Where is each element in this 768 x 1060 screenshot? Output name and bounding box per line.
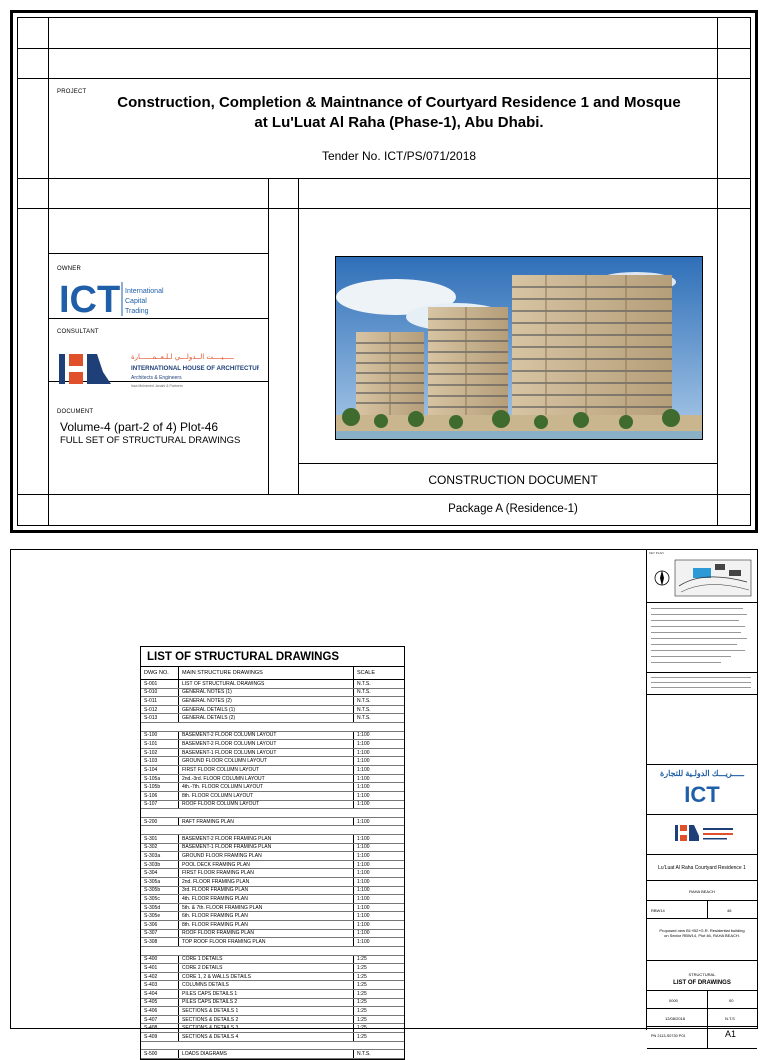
header-scale: SCALE xyxy=(357,670,376,676)
drawing-name-cell: 8th. FLOOR COLUMN LAYOUT xyxy=(179,792,354,800)
scale-cell: N.T.S. xyxy=(357,689,371,696)
dwg-no-cell: S-106 xyxy=(141,792,179,800)
dwg-no-cell: S-402 xyxy=(141,973,179,981)
drawing-name-cell: 6th. FLOOR FRAMING PLAN xyxy=(179,912,354,920)
table-row xyxy=(141,740,404,749)
scale-cell: 1:100 xyxy=(357,896,370,903)
drawing-name-cell: PILES CAPS DETAILS 1 xyxy=(179,990,354,998)
drawing-name-cell: SECTIONS & DETAILS 4 xyxy=(179,1033,354,1041)
scale-cell: 1:100 xyxy=(357,939,370,946)
table-row xyxy=(141,930,404,939)
dwg-no-cell: S-301 xyxy=(141,835,179,843)
ict-logo xyxy=(59,278,179,322)
table-row xyxy=(141,990,404,999)
tender-number: Tender No. ICT/PS/071/2018 xyxy=(321,149,477,163)
title-block-drawing-type: STRUCTURAL xyxy=(688,972,716,977)
table-row xyxy=(141,852,404,861)
drawing-name-cell: ROOF FLOOR FRAMING PLAN xyxy=(179,930,354,938)
scale-cell: 1:100 xyxy=(357,913,370,920)
scale-cell: 1:100 xyxy=(357,878,370,885)
title-block-ict-logo: ICT xyxy=(684,782,720,807)
dwg-no-cell: S-010 xyxy=(141,689,179,697)
table-row xyxy=(141,1024,404,1033)
drawing-name-cell: RAFT FRAMING PLAN xyxy=(179,818,354,826)
drawing-name-cell: 8th. FLOOR FRAMING PLAN xyxy=(179,921,354,929)
dwg-no-cell: S-303b xyxy=(141,861,179,869)
drawing-name-cell: BASEMENT-1 FLOOR COLUMN LAYOUT xyxy=(179,749,354,757)
dwg-no-cell: S-103 xyxy=(141,757,179,765)
dwg-no-cell: S-305e xyxy=(141,912,179,920)
drawing-name-cell: TOP ROOF FLOOR FRAMING PLAN xyxy=(179,938,354,946)
drawing-no-box xyxy=(647,1026,757,1049)
table-row xyxy=(141,1007,404,1016)
table-row xyxy=(141,1016,404,1025)
drawing-list-title: LIST OF STRUCTURAL DRAWINGS xyxy=(141,647,404,667)
dwg-no-cell: S-307 xyxy=(141,930,179,938)
table-row xyxy=(141,749,404,758)
consultant-logo-box xyxy=(647,814,757,855)
title-block-scale: N.T.S xyxy=(725,1016,735,1021)
blank-box xyxy=(647,694,757,765)
scale-cell: 1:100 xyxy=(357,887,370,894)
description-box xyxy=(647,918,757,961)
svg-text:Issa Mohamed Janahi & Partners: Issa Mohamed Janahi & Partners xyxy=(131,384,183,388)
dwg-no-cell: S-012 xyxy=(141,706,179,714)
table-row xyxy=(141,861,404,870)
scale-cell: 1:100 xyxy=(357,904,370,911)
svg-text:Capital: Capital xyxy=(125,298,147,305)
dwg-no-cell: S-001 xyxy=(141,680,179,688)
scale-cell: 1:25 xyxy=(357,956,367,963)
table-row xyxy=(141,775,404,784)
dwg-no-cell: S-105a xyxy=(141,775,179,783)
svg-text:Architects & Engineers: Architects & Engineers xyxy=(131,375,182,381)
dwg-no-cell: S-409 xyxy=(141,1033,179,1041)
table-row xyxy=(141,706,404,715)
scale-cell: 1:100 xyxy=(357,921,370,928)
scale-cell: 1:100 xyxy=(357,818,370,825)
drawing-name-cell: BASEMENT-2 FLOOR FRAMING PLAN xyxy=(179,835,354,843)
dwg-no-cell: S-013 xyxy=(141,714,179,722)
project-label: PROJECT xyxy=(57,89,87,95)
table-row xyxy=(141,999,404,1008)
drawing-name-cell: SECTIONS & DETAILS 1 xyxy=(179,1007,354,1015)
drawing-name-cell: GENERAL DETAILS (1) xyxy=(179,706,354,714)
drawing-name-cell: PILES CAPS DETAILS 2 xyxy=(179,999,354,1007)
scale-cell: 1:100 xyxy=(357,801,370,808)
drawing-name-cell: FIRST FLOOR COLUMN LAYOUT xyxy=(179,766,354,774)
project-title xyxy=(49,93,749,133)
scale-cell: 1:25 xyxy=(357,990,367,997)
table-row xyxy=(141,973,404,982)
building-rendering-image xyxy=(335,256,703,440)
title-block-scale-right: 00 xyxy=(729,998,734,1003)
title-block-project-name: Lu'Luat Al Raha Courtyard Residence 1 xyxy=(658,865,746,871)
table-spacer-row xyxy=(141,826,404,835)
table-row xyxy=(141,714,404,723)
drawing-name-cell: BASEMENT-2 FLOOR COLUMN LAYOUT xyxy=(179,740,354,748)
drawing-name-cell: ROOF FLOOR COLUMN LAYOUT xyxy=(179,801,354,809)
project-title-line1: Construction, Completion & Maintnance of Courtyard Residence 1 and Mosque xyxy=(117,94,681,111)
table-row xyxy=(141,912,404,921)
dwg-no-cell: S-500 xyxy=(141,1050,179,1058)
dwg-no-cell: S-305c xyxy=(141,895,179,903)
dwg-no-cell: S-101 xyxy=(141,740,179,748)
table-row xyxy=(141,818,404,827)
header-drawing-name: MAIN STRUCTURE DRAWINGS xyxy=(179,667,354,679)
dwg-no-cell: S-403 xyxy=(141,981,179,989)
title-block-iha-logo xyxy=(675,822,735,846)
table-row xyxy=(141,766,404,775)
drawing-name-cell: COLUMNS DETAILS xyxy=(179,981,354,989)
table-spacer-row xyxy=(141,723,404,732)
scale-cell: 1:25 xyxy=(357,964,367,971)
table-row xyxy=(141,869,404,878)
drawing-name-cell: 4th. FLOOR FRAMING PLAN xyxy=(179,895,354,903)
scale-cell: N.T.S. xyxy=(357,706,371,713)
dwg-no-cell: S-305b xyxy=(141,887,179,895)
dwg-no-cell: S-400 xyxy=(141,956,179,964)
table-row xyxy=(141,904,404,913)
project-title-line2: at Lu'Luat Al Raha (Phase-1), Abu Dhabi. xyxy=(254,114,544,131)
title-block-drawing-no: PN 2113-S0730 P01 xyxy=(651,1034,686,1038)
svg-text:International: International xyxy=(125,288,164,295)
table-spacer-row xyxy=(141,809,404,818)
dwg-no-cell: S-408 xyxy=(141,1024,179,1032)
table-row xyxy=(141,964,404,973)
dwg-no-cell: S-305d xyxy=(141,904,179,912)
table-row xyxy=(141,792,404,801)
drawing-name-cell: 3rd. FLOOR FRAMING PLAN xyxy=(179,887,354,895)
drawing-name-cell: 4th.-7th. FLOOR COLUMN LAYOUT xyxy=(179,783,354,791)
table-row xyxy=(141,981,404,990)
drawing-name-cell: GENERAL DETAILS (2) xyxy=(179,714,354,722)
title-block-sheet-size: A1 xyxy=(725,1029,737,1039)
scale-cell: 1:100 xyxy=(357,766,370,773)
table-row xyxy=(141,680,404,689)
scale-cell: 1:100 xyxy=(357,732,370,739)
client-logo-box: ـــــريـــك الدولـية للتجارة ICT xyxy=(647,764,757,815)
drawing-name-cell: CORE 1 DETAILS xyxy=(179,956,354,964)
scale-cell: N.T.S. xyxy=(357,698,371,705)
key-plan-box: KEY PLAN xyxy=(647,550,757,603)
scale-cell: 1:25 xyxy=(357,982,367,989)
table-row xyxy=(141,689,404,698)
scale-box xyxy=(647,990,757,1009)
drawing-name-cell: POOL DECK FRAMING PLAN xyxy=(179,861,354,869)
dwg-no-cell: S-200 xyxy=(141,818,179,826)
title-block-plot-no: 46 xyxy=(727,908,732,913)
drawing-name-cell: SECTIONS & DETAILS 2 xyxy=(179,1016,354,1024)
dwg-no-cell: S-302 xyxy=(141,844,179,852)
scale-cell: 1:100 xyxy=(357,749,370,756)
drawing-name-cell: CORE 1, 2 & WALLS DETAILS xyxy=(179,973,354,981)
project-name-box xyxy=(647,854,757,881)
title-block-plot-code: RBW14 xyxy=(651,908,665,913)
table-row xyxy=(141,783,404,792)
scale-cell: 1:100 xyxy=(357,835,370,842)
drawing-name-cell: BASEMENT-2 FLOOR COLUMN LAYOUT xyxy=(179,732,354,740)
dwg-no-cell: S-104 xyxy=(141,766,179,774)
dwg-no-cell: S-407 xyxy=(141,1016,179,1024)
svg-text:ـــــيــــت الــدولـــي لـلـعـ: ـــــيــــت الــدولـــي لـلـعــمــــــارة xyxy=(131,353,234,361)
drawing-name-cell: 2nd. FLOOR FRAMING PLAN xyxy=(179,878,354,886)
table-spacer-row xyxy=(141,1042,404,1051)
drawing-name-cell: BASEMENT-1 FLOOR FRAMING PLAN xyxy=(179,844,354,852)
drawing-name-cell: GROUND FLOOR COLUMN LAYOUT xyxy=(179,757,354,765)
location-box xyxy=(647,880,757,901)
table-row xyxy=(141,887,404,896)
scale-cell: 1:25 xyxy=(357,973,367,980)
drawing-list-header xyxy=(141,667,404,680)
dwg-no-cell: S-306 xyxy=(141,921,179,929)
drawing-name-cell: LIST OF STRUCTURAL DRAWINGS xyxy=(179,680,354,688)
table-row xyxy=(141,732,404,741)
drawing-list-table xyxy=(140,646,405,1060)
revision-box xyxy=(647,672,757,695)
dwg-no-cell: S-105b xyxy=(141,783,179,791)
header-dwg-no: DWG NO. xyxy=(141,667,179,679)
scale-cell: 1:25 xyxy=(357,1016,367,1023)
consultant-label: CONSULTANT xyxy=(57,329,99,335)
table-row xyxy=(141,938,404,947)
scale-cell: 1:100 xyxy=(357,758,370,765)
owner-label: OWNER xyxy=(57,266,81,272)
notes-box xyxy=(647,602,757,673)
title-block-date: 12/08/2018 xyxy=(665,1016,686,1021)
drawing-name-cell: 5th. & 7th. FLOOR FRAMING PLAN xyxy=(179,904,354,912)
scale-cell: 1:100 xyxy=(357,861,370,868)
table-row xyxy=(141,878,404,887)
table-row xyxy=(141,697,404,706)
date-box xyxy=(647,1008,757,1027)
table-row xyxy=(141,801,404,810)
title-block xyxy=(646,550,757,1039)
drawing-list-sheet xyxy=(10,549,758,1057)
ict-logo-text: ICT xyxy=(59,279,121,321)
drawing-title-box xyxy=(647,960,757,991)
scale-cell: N.T.S. xyxy=(357,715,371,722)
drawing-name-cell: GROUND FLOOR FRAMING PLAN xyxy=(179,852,354,860)
table-row xyxy=(141,757,404,766)
dwg-no-cell: S-011 xyxy=(141,697,179,705)
package-label: Package A (Residence-1) xyxy=(448,503,578,515)
scale-cell: 1:100 xyxy=(357,792,370,799)
document-set: FULL SET OF STRUCTURAL DRAWINGS xyxy=(60,435,241,446)
dwg-no-cell: S-406 xyxy=(141,1007,179,1015)
dwg-no-cell: S-401 xyxy=(141,964,179,972)
scale-cell: 1:100 xyxy=(357,784,370,791)
table-spacer-row xyxy=(141,947,404,956)
table-row xyxy=(141,844,404,853)
scale-cell: 1:100 xyxy=(357,741,370,748)
drawing-name-cell: GENERAL NOTES (1) xyxy=(179,689,354,697)
title-block-drawing-title: LIST OF DRAWINGS xyxy=(673,980,731,986)
drawing-name-cell: CORE 2 DETAILS xyxy=(179,964,354,972)
table-row xyxy=(141,895,404,904)
drawing-name-cell: LOADS DIAGRAMS xyxy=(179,1050,354,1058)
table-row xyxy=(141,835,404,844)
plot-box xyxy=(647,900,757,919)
scale-cell: 1:25 xyxy=(357,999,367,1006)
scale-cell: 1:100 xyxy=(357,844,370,851)
table-row xyxy=(141,1050,404,1059)
scale-cell: N.T.S. xyxy=(357,1051,371,1057)
drawing-name-cell: GENERAL NOTES (2) xyxy=(179,697,354,705)
dwg-no-cell: S-305a xyxy=(141,878,179,886)
dwg-no-cell: S-405 xyxy=(141,999,179,1007)
table-row xyxy=(141,956,404,965)
drawing-name-cell: SECTIONS & DETAILS 3 xyxy=(179,1024,354,1032)
dwg-no-cell: S-102 xyxy=(141,749,179,757)
scale-cell: 1:100 xyxy=(357,870,370,877)
scale-cell: 1:100 xyxy=(357,775,370,782)
svg-text:Trading: Trading xyxy=(125,308,149,315)
dwg-no-cell: S-304 xyxy=(141,869,179,877)
title-block-scale-left: 0000 xyxy=(669,998,678,1003)
title-block-description: Proposed new B1+B2+G.R. Residential building on Sector RBW14, Plot 46, RAHA BEACH. xyxy=(659,928,745,938)
svg-text:INTERNATIONAL HOUSE OF ARCHITE: INTERNATIONAL HOUSE OF ARCHITECTURE xyxy=(131,365,259,372)
dwg-no-cell: S-404 xyxy=(141,990,179,998)
iha-logo xyxy=(59,348,259,392)
document-label: DOCUMENT xyxy=(57,409,94,415)
key-plan-icon xyxy=(653,556,753,600)
construction-document-label: CONSTRUCTION DOCUMENT xyxy=(428,473,598,487)
scale-cell: 1:100 xyxy=(357,852,370,859)
table-row xyxy=(141,1033,404,1042)
drawing-name-cell: FIRST FLOOR FRAMING PLAN xyxy=(179,869,354,877)
dwg-no-cell: S-107 xyxy=(141,801,179,809)
scale-cell: 1:100 xyxy=(357,930,370,937)
title-block-location: RAHA BEACH xyxy=(689,889,715,894)
document-volume: Volume-4 (part-2 of 4) Plot-46 xyxy=(60,420,219,434)
dwg-no-cell: S-100 xyxy=(141,732,179,740)
cover-sheet xyxy=(10,10,758,533)
scale-cell: 1:25 xyxy=(357,1033,367,1040)
drawing-list-body xyxy=(141,680,404,1059)
scale-cell: N.T.S. xyxy=(357,680,371,687)
dwg-no-cell: S-303a xyxy=(141,852,179,860)
dwg-no-cell: S-308 xyxy=(141,938,179,946)
table-row xyxy=(141,921,404,930)
scale-cell: 1:25 xyxy=(357,1007,367,1014)
scale-cell: 1:25 xyxy=(357,1025,367,1032)
drawing-name-cell: 2nd.-3rd. FLOOR COLUMN LAYOUT xyxy=(179,775,354,783)
